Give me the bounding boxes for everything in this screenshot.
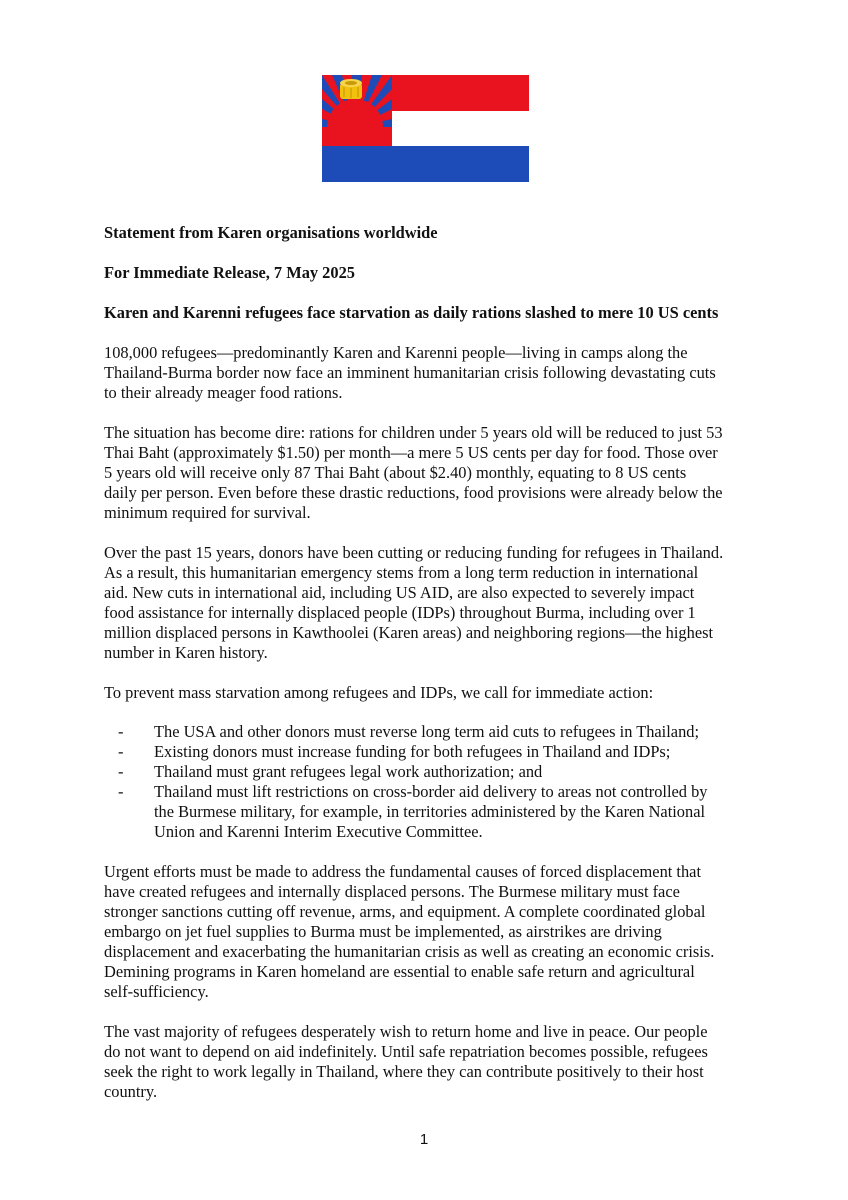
bullet-marker: -	[118, 742, 124, 761]
paragraph-line: to their already meager food rations.	[104, 383, 343, 402]
headline: Karen and Karenni refugees face starvation as daily rations slashed to mere 10 US cents	[104, 303, 719, 322]
paragraph-line: The vast majority of refugees desperately wish to return home and live in peace. Our people	[104, 1022, 708, 1041]
paragraph-line: As a result, this humanitarian emergency stems from a long term reduction in international	[104, 563, 699, 582]
list-item: Existing donors must increase funding for both refugees in Thailand and IDPs;	[154, 742, 671, 761]
paragraph-line: daily per person. Even before these drastic reductions, food provisions were already below the	[104, 483, 723, 502]
paragraph-line: embargo on jet fuel supplies to Burma must be implemented, as airstrikes are driving	[104, 922, 662, 941]
paragraph-line: stronger sanctions cutting off revenue, arms, and equipment. A complete coordinated global	[104, 902, 706, 921]
bullet-marker: -	[118, 762, 124, 781]
flag-sun-base	[322, 127, 392, 146]
page-number: 1	[419, 1131, 429, 1148]
paragraph-line: minimum required for survival.	[104, 503, 311, 522]
paragraph-line: The situation has become dire: rations for children under 5 years old will be reduced to just 53	[104, 423, 723, 442]
paragraph-line: number in Karen history.	[104, 643, 268, 662]
paragraph-line: million displaced persons in Kawthoolei (Karen areas) and neighboring regions—the highest	[104, 623, 714, 642]
paragraph-line: 5 years old will receive only 87 Thai Baht (about $2.40) monthly, equating to 8 US cents	[104, 463, 687, 482]
karen-flag-image	[322, 75, 529, 182]
flag-blue-stripe	[322, 146, 529, 182]
paragraph-line: country.	[104, 1082, 158, 1101]
list-item: Thailand must lift restrictions on cross-border aid delivery to areas not controlled by	[154, 782, 708, 801]
organization-line: Statement from Karen organisations worldwide	[104, 223, 438, 242]
list-item: The USA and other donors must reverse long term aid cuts to refugees in Thailand;	[154, 722, 700, 741]
list-item: Thailand must grant refugees legal work authorization; and	[154, 762, 543, 781]
paragraph-line: Thai Baht (approximately $1.50) per month—a mere 5 US cents per day for food. Those over	[104, 443, 718, 462]
paragraph-line: Urgent efforts must be made to address the fundamental causes of forced displacement that	[104, 862, 702, 881]
paragraph-line: aid. New cuts in international aid, including US AID, are also expected to severely impact	[104, 583, 695, 602]
paragraph-line: seek the right to work legally in Thailand, where they can contribute positively to their host	[104, 1062, 704, 1081]
paragraph-line: 108,000 refugees—predominantly Karen and Karenni people—living in camps along the	[104, 343, 688, 362]
bullet-marker: -	[118, 782, 124, 801]
paragraph-line: Demining programs in Karen homeland are essential to enable safe return and agricultural	[104, 962, 695, 981]
paragraph-line: displacement and exacerbating the humanitarian crisis as well as creating an economic crisis.	[104, 942, 715, 961]
paragraph-line: have created refugees and internally displaced persons. The Burmese military must face	[104, 882, 680, 901]
paragraph-line: do not want to depend on aid indefinitely. Until safe repatriation becomes possible, refugees	[104, 1042, 708, 1061]
list-item-continuation: Union and Karenni Interim Executive Committee.	[154, 822, 483, 841]
paragraph-line: To prevent mass starvation among refugees and IDPs, we call for immediate action:	[104, 683, 654, 702]
paragraph-line: Thailand-Burma border now face an imminent humanitarian crisis following devastating cuts	[104, 363, 716, 382]
frog-drum-icon	[340, 79, 362, 99]
bullet-marker: -	[118, 722, 124, 741]
list-item-continuation: the Burmese military, for example, in territories administered by the Karen National	[154, 802, 706, 821]
release-line: For Immediate Release, 7 May 2025	[104, 263, 355, 282]
paragraph-line: self-sufficiency.	[104, 982, 209, 1001]
paragraph-line: food assistance for internally displaced people (IDPs) throughout Burma, including over 1	[104, 603, 696, 622]
paragraph-line: Over the past 15 years, donors have been cutting or reducing funding for refugees in Thailand.	[104, 543, 724, 562]
